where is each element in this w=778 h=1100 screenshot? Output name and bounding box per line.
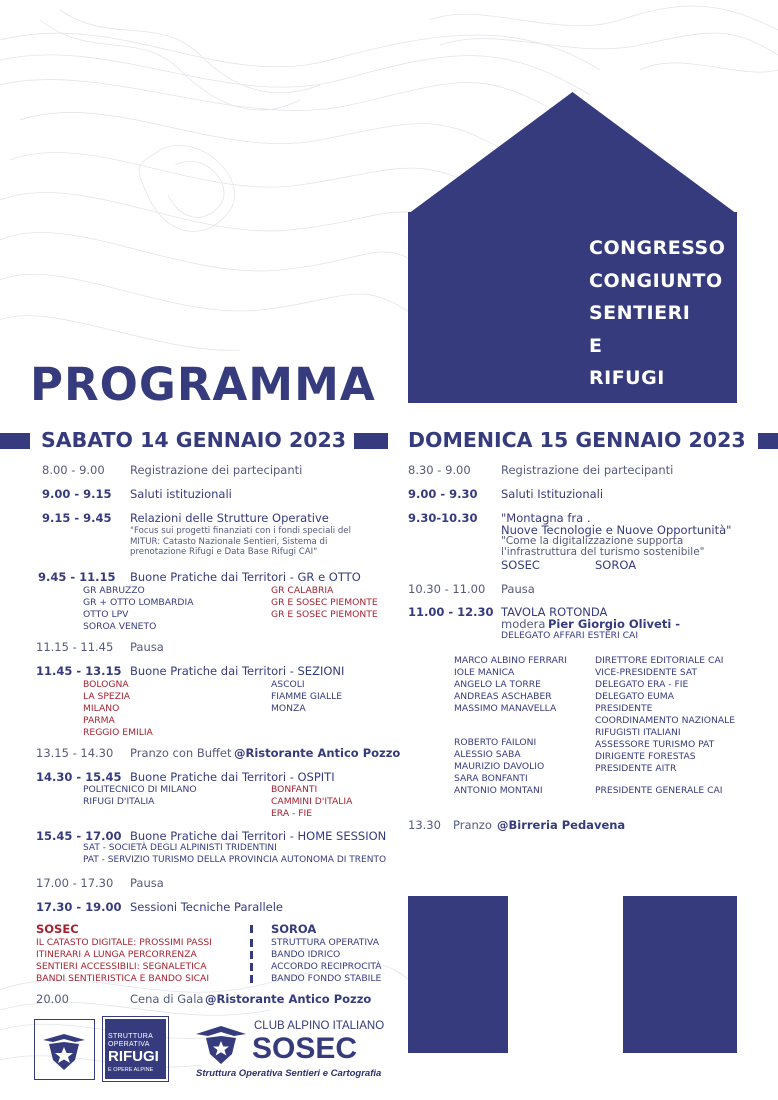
participant-item: SAT - SOCIETÀ DEGLI ALPINISTI TRIDENTINI <box>83 843 277 853</box>
description-line: "Focus sui progetti finanziati con i fondi speciali del <box>130 526 351 536</box>
schedule-time: 10.30 - 11.00 <box>408 582 486 596</box>
participant-item: GR E SOSEC PIEMONTE <box>271 609 378 620</box>
schedule-time: 20.00 <box>36 992 69 1006</box>
soroa-rifugi-logo <box>102 1016 169 1082</box>
schedule-activity: Buone Pratiche dai Territori - HOME SESSION <box>130 829 387 843</box>
congress-title-line: CONGRESSO <box>589 237 726 259</box>
participant-item: MILANO <box>83 703 120 714</box>
schedule-activity: Pausa <box>501 582 535 596</box>
cai-name: CLUB ALPINO ITALIANO <box>254 1020 385 1032</box>
schedule-activity: Pausa <box>130 876 164 890</box>
sosec-wordmark: SOSEC <box>252 1032 358 1065</box>
participant-item: GR E SOSEC PIEMONTE <box>271 597 378 608</box>
schedule-time: 13.30 <box>408 818 441 832</box>
participant-item: ERA - FIE <box>271 808 313 819</box>
panelist-name: IOLE MANICA <box>454 667 515 678</box>
session-topic: IL CATASTO DIGITALE: PROSSIMI PASSI <box>36 937 212 948</box>
panelist-role: DIRETTORE EDITORIALE CAI <box>595 655 724 666</box>
venue-name: @Birreria Pedavena <box>497 818 626 832</box>
decorative-block-right <box>623 896 737 1053</box>
session-topic: BANDI SENTIERISTICA E BANDO SICAI <box>36 973 210 984</box>
speaker-org: SOSEC <box>501 558 540 572</box>
cai-sosec-logo <box>194 1018 394 1082</box>
panelist-role: PRESIDENTE AITR <box>595 763 677 774</box>
schedule-time: 8.30 - 9.00 <box>408 463 471 477</box>
participant-item: LA SPEZIA <box>83 691 131 702</box>
schedule-activity: Sessioni Tecniche Parallele <box>130 900 283 914</box>
description-line: MITUR: Catasto Nazionale Sentieri, Sistema di <box>130 536 328 547</box>
panelist-role: DIRIGENTE FORESTAS <box>595 751 696 762</box>
panelist-role: DELEGATO EUMA <box>595 691 674 702</box>
activity-description: l'infrastruttura del turismo sostenibile" <box>501 546 705 558</box>
schedule-activity: Pausa <box>130 640 164 654</box>
panelist-role: COORDINAMENTO NAZIONALE <box>595 715 736 726</box>
congress-title-line: E <box>589 334 603 357</box>
congress-title-line: RIFUGI <box>589 367 665 389</box>
schedule-activity: Saluti istituzionali <box>130 487 232 501</box>
schedule-time: 8.00 - 9.00 <box>42 463 105 477</box>
panelist-role: ASSESSORE TURISMO PAT <box>595 739 715 750</box>
schedule-time: 14.30 - 15.45 <box>36 770 122 784</box>
participant-item: RIFUGI D'ITALIA <box>83 796 155 807</box>
venue-name: @Ristorante Antico Pozzo <box>234 746 401 760</box>
panelist-role: VICE-PRESIDENTE SAT <box>595 667 698 678</box>
congress-title <box>589 232 725 395</box>
participant-item: GR CALABRIA <box>271 585 334 596</box>
panelist-role: PRESIDENTE GENERALE CAI <box>595 785 723 796</box>
day-divider-left <box>0 433 30 449</box>
schedule-activity: Registrazione dei partecipanti <box>501 463 674 477</box>
page-title: PROGRAMMA <box>30 358 376 411</box>
congress-title-line: SENTIERI <box>589 302 691 324</box>
participant-item: REGGIO EMILIA <box>83 727 153 738</box>
participant-item: ASCOLI <box>271 679 305 690</box>
participant-item: MONZA <box>271 703 306 714</box>
schedule-time: 13.15 - 14.30 <box>36 746 114 760</box>
schedule-activity: Buone Pratiche dai Territori - GR e OTTO <box>130 570 361 584</box>
decorative-block-left <box>408 896 508 1053</box>
schedule-time: 15.45 - 17.00 <box>36 829 122 843</box>
panelist-name: SARA BONFANTI <box>454 773 528 784</box>
session-topic: BANDO FONDO STABILE <box>271 973 382 984</box>
session-heading: SOSEC <box>36 922 79 936</box>
schedule-activity: Cena di Gala <box>130 992 204 1006</box>
schedule-time: 9.15 - 9.45 <box>42 511 112 525</box>
schedule-activity: Saluti Istituzionali <box>501 487 604 501</box>
panelist-name: ALESSIO SABA <box>454 749 521 760</box>
participant-item: POLITECNICO DI MILANO <box>83 784 197 795</box>
session-topic: ACCORDO RECIPROCITÀ <box>271 961 382 972</box>
panelist-role: PRESIDENTE <box>595 703 653 714</box>
schedule-time: 11.15 - 11.45 <box>36 640 114 654</box>
logo-text: E OPERE ALPINE <box>108 1067 154 1073</box>
cai-emblem-logo <box>34 1019 95 1080</box>
eagle-star-icon <box>35 1020 93 1078</box>
participant-item: SOROA VENETO <box>83 621 157 632</box>
schedule-time: 9.00 - 9.30 <box>408 487 478 501</box>
participant-item: BONFANTI <box>271 784 318 795</box>
participant-item: PARMA <box>83 715 115 726</box>
congress-title-line: CONGIUNTO <box>589 269 723 292</box>
schedule-activity: Pranzo con Buffet <box>130 746 232 760</box>
schedule-activity: Relazioni delle Strutture Operative <box>130 511 329 525</box>
logo-text: RIFUGI <box>108 1048 159 1065</box>
sunday-title: DOMENICA 15 GENNAIO 2023 <box>408 428 746 452</box>
schedule-time: 9.30-10.30 <box>408 511 478 525</box>
schedule-time: 17.00 - 17.30 <box>36 876 114 890</box>
panelist-name: ROBERTO FAILONI <box>454 737 537 748</box>
panelist-name: ANTONIO MONTANI <box>454 785 543 796</box>
schedule-activity: Pranzo <box>453 818 492 832</box>
venue-name: @Ristorante Antico Pozzo <box>205 992 372 1006</box>
schedule-time: 9.00 - 9.15 <box>42 487 112 501</box>
participant-item: PAT - SERVIZIO TURISMO DELLA PROVINCIA AUTONOMA DI TRENTO <box>83 855 387 865</box>
panelist-name: ANDREAS ASCHABER <box>454 691 552 702</box>
saturday-title: SABATO 14 GENNAIO 2023 <box>41 428 346 452</box>
description-line: prenotazione Rifugi e Data Base Rifugi CAI" <box>130 547 318 557</box>
eagle-star-icon <box>194 1020 248 1068</box>
logo-text: STRUTTURA <box>108 1033 154 1040</box>
participant-item: CAMMINI D'ITALIA <box>271 796 353 807</box>
session-topic: STRUTTURA OPERATIVA <box>271 937 380 948</box>
session-topic: ITINERARI A LUNGA PERCORRENZA <box>36 949 197 960</box>
schedule-activity: Nuove Tecnologie e Nuove Opportunità" <box>501 523 732 537</box>
moderator-label: modera <box>501 617 546 631</box>
day-divider-right <box>758 433 778 449</box>
speaker-org: SOROA <box>595 558 637 572</box>
activity-description: "Come la digitalizzazione supporta <box>501 535 684 547</box>
schedule-activity: Registrazione dei partecipanti <box>130 463 303 477</box>
panelist-name: ANGELO LA TORRE <box>454 679 541 690</box>
session-topic: BANDO IDRICO <box>271 949 341 960</box>
panelist-role: DELEGATO ERA - FIE <box>595 679 689 690</box>
activity-description <box>130 526 351 558</box>
session-heading: SOROA <box>271 922 317 936</box>
session-topic: SENTIERI ACCESSIBILI: SEGNALETICA <box>36 961 207 972</box>
sosec-subtitle: Struttura Operativa Sentieri e Cartografia <box>196 1068 382 1079</box>
panelist-name: MAURIZIO DAVOLIO <box>454 761 545 772</box>
schedule-time: 9.45 - 11.15 <box>38 570 116 584</box>
schedule-time: 11.45 - 13.15 <box>36 664 122 678</box>
house-roof <box>408 92 737 214</box>
schedule-activity: Buone Pratiche dai Territori - SEZIONI <box>130 664 345 678</box>
schedule-activity: "Montagna fra . <box>501 511 591 525</box>
participant-item: OTTO LPV <box>83 609 129 620</box>
schedule-time: 17.30 - 19.00 <box>36 900 122 914</box>
panelist-name: MASSIMO MANAVELLA <box>454 703 557 714</box>
schedule-time: 11.00 - 12.30 <box>408 605 494 619</box>
participant-item: FIAMME GIALLE <box>271 691 343 702</box>
panelist-role: RIFUGISTI ITALIANI <box>595 727 681 738</box>
moderator-role: DELEGATO AFFARI ESTERI CAI <box>501 630 639 641</box>
participant-item: BOLOGNA <box>83 679 129 690</box>
panelist-name: MARCO ALBINO FERRARI <box>454 655 568 666</box>
moderator-name: Pier Giorgio Oliveti - <box>548 617 681 631</box>
schedule-activity: TAVOLA ROTONDA <box>501 605 608 619</box>
schedule-activity: Buone Pratiche dai Territori - OSPITI <box>130 770 335 784</box>
logo-text: OPERATIVA <box>108 1041 150 1048</box>
participant-item: GR ABRUZZO <box>83 585 145 596</box>
participant-item: GR + OTTO LOMBARDIA <box>83 597 194 608</box>
day-divider-middle <box>354 433 388 449</box>
